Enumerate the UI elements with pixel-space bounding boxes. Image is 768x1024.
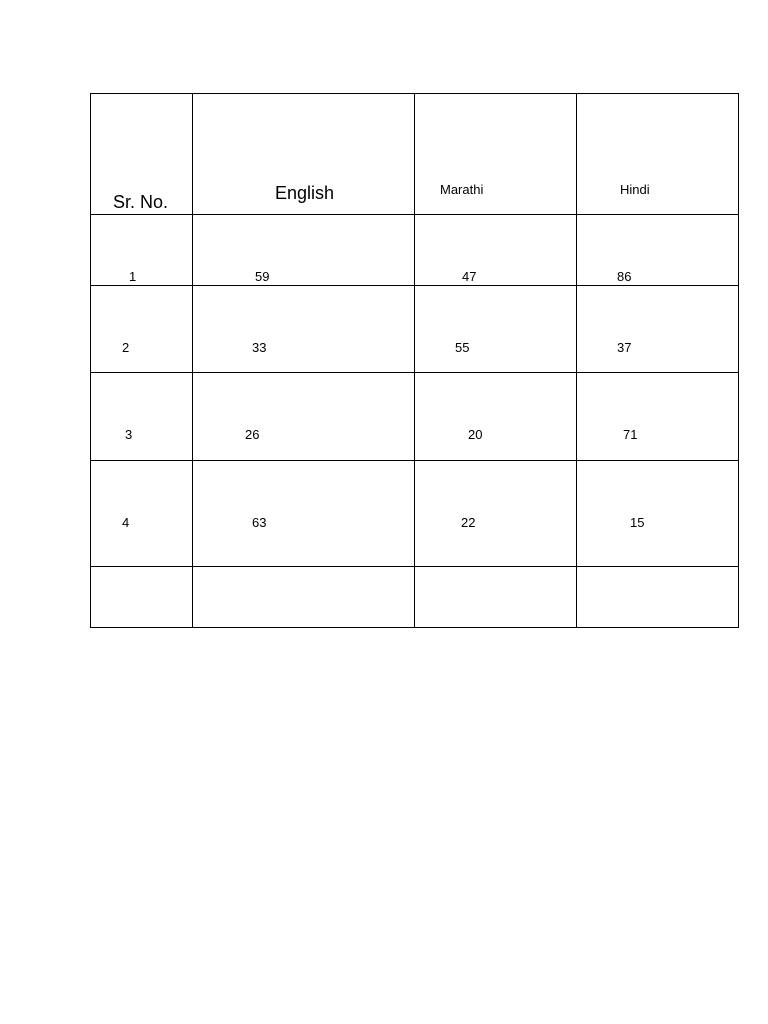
- table-cell: [415, 567, 577, 628]
- header-sr-no: Sr. No.: [113, 192, 169, 212]
- table-cell: [415, 373, 577, 461]
- table-cell: [577, 567, 739, 628]
- header-cell-hindi: [577, 94, 739, 215]
- table-cell: [91, 215, 193, 286]
- table-cell: [415, 215, 577, 286]
- cell-hindi: 37: [617, 340, 632, 355]
- table-header-row: [91, 94, 739, 215]
- cell-hindi: 71: [623, 427, 638, 442]
- table-cell: [193, 215, 415, 286]
- table-cell: [415, 461, 577, 567]
- table-row: [91, 215, 739, 286]
- header-english: English: [275, 183, 335, 203]
- header-hindi: Hindi: [620, 182, 650, 197]
- marks-table: [90, 93, 739, 628]
- cell-marathi: 22: [461, 515, 476, 530]
- cell-hindi: 86: [617, 269, 632, 284]
- cell-marathi: 55: [455, 340, 470, 355]
- table-row: [91, 461, 739, 567]
- table-cell: [91, 461, 193, 567]
- table-row: [91, 373, 739, 461]
- table-cell: [415, 286, 577, 373]
- header-cell-english: [193, 94, 415, 215]
- table-cell: [91, 286, 193, 373]
- table-cell: [193, 286, 415, 373]
- table-cell: [577, 215, 739, 286]
- table-cell: [193, 567, 415, 628]
- table-cell: [577, 286, 739, 373]
- table-cell: [193, 461, 415, 567]
- header-marathi: Marathi: [440, 182, 484, 197]
- table-row-empty: [91, 567, 739, 628]
- table-cell: [577, 373, 739, 461]
- table-cell: [91, 373, 193, 461]
- header-cell-sr-no: [91, 94, 193, 215]
- header-cell-marathi: [415, 94, 577, 215]
- cell-sr-no: 2: [122, 340, 130, 355]
- cell-marathi: 20: [468, 427, 483, 442]
- cell-english: 26: [245, 427, 260, 442]
- cell-english: 59: [255, 269, 270, 284]
- cell-english: 63: [252, 515, 267, 530]
- cell-english: 33: [252, 340, 267, 355]
- table-row: [91, 286, 739, 373]
- cell-sr-no: 4: [122, 515, 130, 530]
- cell-marathi: 47: [462, 269, 477, 284]
- table-cell: [193, 373, 415, 461]
- table-cell: [91, 567, 193, 628]
- cell-hindi: 15: [630, 515, 645, 530]
- cell-sr-no: 3: [125, 427, 133, 442]
- table-cell: [577, 461, 739, 567]
- cell-sr-no: 1: [129, 269, 137, 284]
